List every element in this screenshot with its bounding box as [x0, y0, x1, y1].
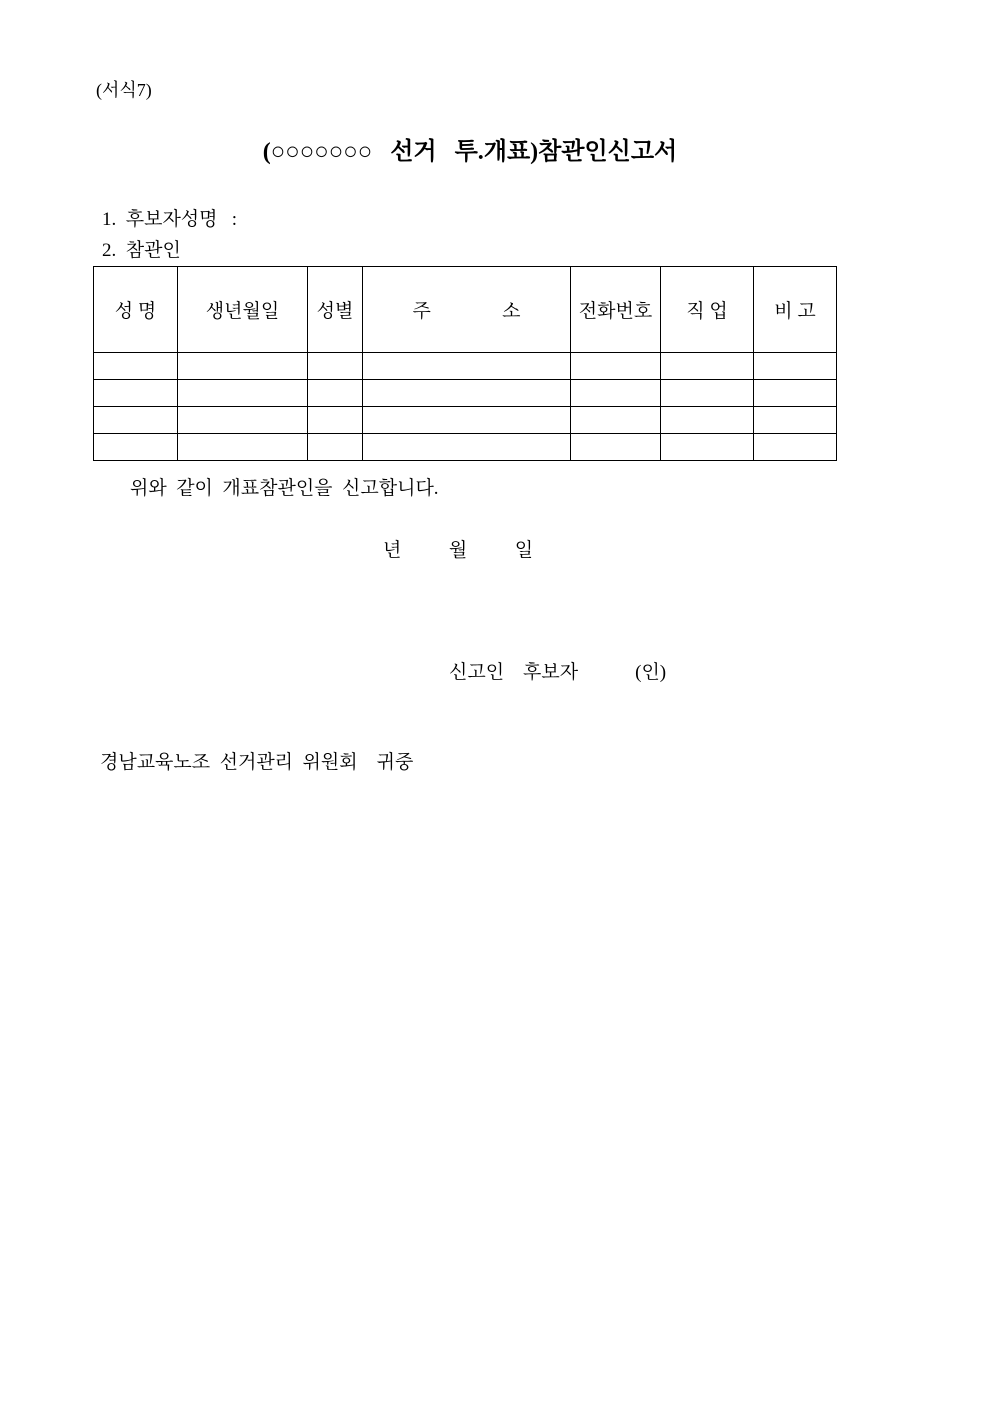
page-title: (○○○○○○○ 선거 투.개표)참관인신고서 — [262, 139, 678, 165]
table-header-cell: 주 소 — [363, 267, 571, 353]
declaration-text: 위와 같이 개표참관인을 신고합니다. — [130, 478, 439, 499]
table-cell — [178, 407, 308, 434]
table-cell — [754, 353, 837, 380]
table-cell — [661, 353, 754, 380]
signer-line: 신고인 후보자 (인) — [449, 662, 667, 683]
table-cell — [571, 380, 661, 407]
table-cell — [754, 380, 837, 407]
table-row — [94, 380, 837, 407]
form-number-label: (서식7) — [96, 80, 152, 100]
table-cell — [571, 407, 661, 434]
table-header-cell: 직 업 — [661, 267, 754, 353]
table-cell — [363, 380, 571, 407]
table-cell — [661, 434, 754, 461]
table-header-row — [94, 267, 837, 353]
table-cell — [308, 434, 363, 461]
table-cell — [661, 380, 754, 407]
table-cell — [94, 434, 178, 461]
candidate-name-label: 1. 후보자성명 : — [102, 209, 238, 230]
table-cell — [754, 407, 837, 434]
table-cell — [363, 353, 571, 380]
table-row — [94, 353, 837, 380]
observer-table-body — [94, 353, 837, 461]
table-cell — [94, 353, 178, 380]
table-cell — [363, 434, 571, 461]
table-cell — [178, 380, 308, 407]
table-header-cell: 생년월일 — [178, 267, 308, 353]
table-row — [94, 434, 837, 461]
table-cell — [754, 434, 837, 461]
observer-table — [93, 266, 837, 461]
table-row — [94, 407, 837, 434]
table-cell — [571, 353, 661, 380]
table-cell — [308, 407, 363, 434]
observer-section-label: 2. 참관인 — [102, 240, 181, 261]
table-cell — [94, 380, 178, 407]
table-header-cell: 전화번호 — [571, 267, 661, 353]
table-cell — [661, 407, 754, 434]
table-cell — [571, 434, 661, 461]
table-header-cell: 성별 — [308, 267, 363, 353]
table-cell — [178, 353, 308, 380]
date-line: 년 월 일 — [383, 540, 534, 561]
table-cell — [178, 434, 308, 461]
table-cell — [308, 380, 363, 407]
table-header-cell: 비 고 — [754, 267, 837, 353]
table-cell — [94, 407, 178, 434]
table-cell — [308, 353, 363, 380]
table-cell — [363, 407, 571, 434]
table-header-cell: 성 명 — [94, 267, 178, 353]
recipient-line: 경남교육노조 선거관리 위원회 귀중 — [100, 752, 414, 773]
